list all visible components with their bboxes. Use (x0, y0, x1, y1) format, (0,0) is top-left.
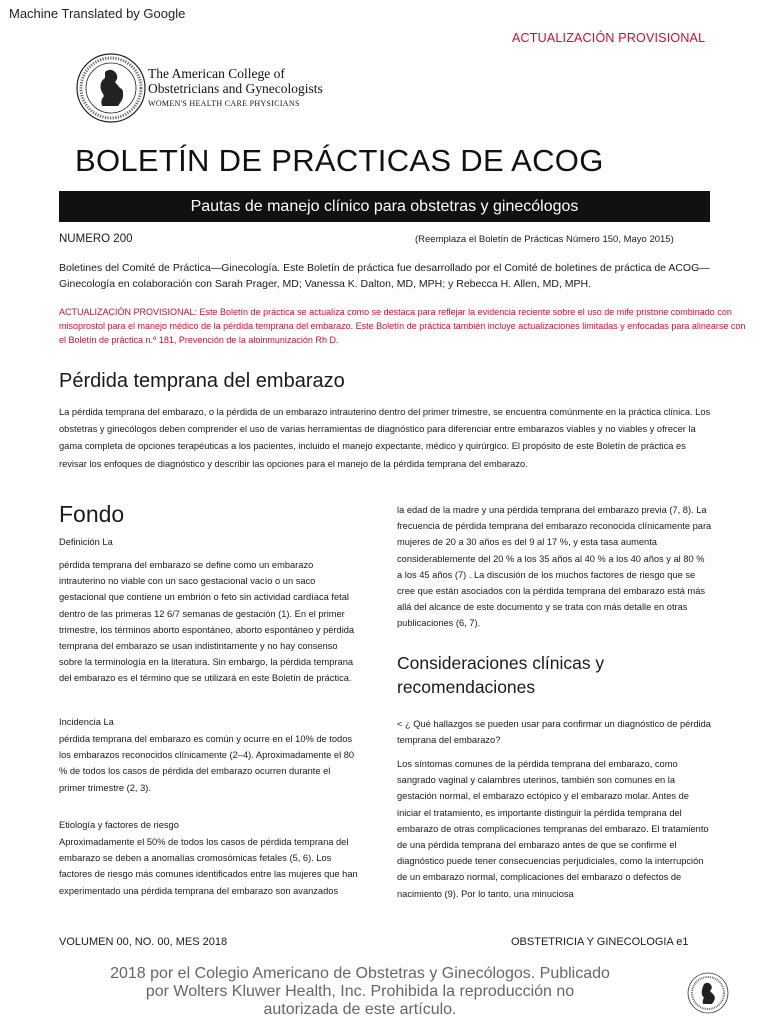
machine-translated-label: Machine Translated by Google (9, 6, 186, 21)
answer-paragraph: Los síntomas comunes de la pérdida temprana del embarazo, como sangrado vaginal y calambres uterinos, también son comunes en la gestación normal, el embarazo ectópico y el embarazo molar. Antes de iniciar el tratamiento, es importante distinguir la pérdida temprana del embarazo de otras complicaciones tempranas del embarazo. El tratamiento de una pérdida temprana del embarazo antes de que se confirme el diagnóstico puede tener consecuencias perjudiciales, como la interrupción de un embarazo normal, complicaciones del embarazo o defectos de nacimiento (9). Por lo tanto, una minuciosa (397, 759, 709, 899)
org-tagline: WOMEN'S HEALTH CARE PHYSICIANS (148, 99, 300, 108)
subtitle-bar-text: Pautas de manejo clínico para obstetras y ginecólogos (190, 197, 579, 215)
etiology-heading: Etiología y factores de riesgo (59, 820, 179, 830)
org-line-2: Obstetricians and Gynecologists (148, 81, 323, 96)
footer-volume: VOLUMEN 00, NO. 00, MES 2018 (59, 936, 228, 948)
bulletin-title: BOLETÍN DE PRÁCTICAS DE ACOG (75, 143, 604, 178)
committee-credits: Boletines del Comité de Práctica—Ginecología. Este Boletín de práctica fue desarrollado por el Comité de boletines de práctica de ACOG—Ginecología en colaboración con Sarah Prager, MD; Vanessa K. Dalton, MD, MPH; y Rebecca H. Allen, MD, MPH. (59, 262, 710, 290)
question-text: < ¿ Qué hallazgos se pueden usar para confirmar un diagnóstico de pérdida temprana del embarazo? (397, 719, 711, 746)
org-line-1: The American College of (148, 66, 285, 81)
replaces-note: (Reemplaza el Boletín de Prácticas Número 150, Mayo 2015) (415, 234, 674, 245)
article-heading: Pérdida temprana del embarazo (59, 370, 345, 392)
copyright-notice: 2018 por el Colegio Americano de Obstetras y Ginecólogos. Publicado por Wolters Kluwer Health, Inc. Prohibida la reproducción no autorizada de este artículo. (110, 965, 610, 1018)
section-heading-fondo: Fondo (59, 501, 125, 527)
intro-paragraph: La pérdida temprana del embarazo, o la pérdida de un embarazo intrauterino dentro del primer trimestre, se encuentra comúnmente en la práctica clínica. Los obstetras y ginecólogos deben comprender el uso de varias herramientas de diagnóstico para diferenciar entre embarazos viables y no viables y ofrecer la gama completa de opciones terapéuticas a los pacientes, incluido el manejo expectante, médico y quirúrgico. El propósito de este Boletín de práctica es revisar los enfoques de diagnóstico y describir las opciones para el manejo de la pérdida temprana del embarazo. (59, 407, 711, 469)
footer-journal: OBSTETRICIA Y GINECOLOGIA e1 (511, 936, 689, 948)
footer-seal-icon (687, 972, 729, 1014)
incidence-heading: Incidencia La (59, 717, 114, 727)
update-notice: ACTUALIZACIÓN PROVISIONAL: Este Boletín de práctica se actualiza como se destaca para reflejar la evidencia reciente sobre el uso de mife pristone combinado con misoprostol para el manejo médico de la pérdida temprana del embarazo. Este Boletín de práctica también incluye actualizaciones limitadas y enfocadas para alinearse con el Boletín de práctica n.º 181, Prevención de la aloinmunización Rh D. (59, 307, 746, 345)
incidence-paragraph: pérdida temprana del embarazo es común y ocurre en el 10% de todos los embarazos reconocidos clínicamente (2–4). Aproximadamente el 80 % de todos los casos de pérdida del embarazo ocurren durante el primer trimestre (2, 3). (59, 734, 355, 793)
risk-factors-paragraph: la edad de la madre y una pérdida temprana del embarazo previa (7, 8). La frecuencia de pérdida temprana del embarazo reconocida clínicamente para mujeres de 20 a 30 años es del 9 al 17 %, y esta tasa aumenta considerablemente del 20 % a los 35 años al 40 % a los 40 años y al 80 % a los 45 años (7) . La discusión de los muchos factores de riesgo que se cree que están asociados con la pérdida temprana del embarazo está más allá del alcance de este documento y se trata con más detalle en otras publicaciones (6, 7). (397, 505, 712, 629)
organization-name (148, 66, 323, 111)
etiology-paragraph: Aproximadamente el 50% de todos los casos de pérdida temprana del embarazo se deben a anomalías cromosómicas fetales (5, 6). Los factores de riesgo más comunes identificados entre las mujeres que han experimentado una pérdida temprana del embarazo son avanzados (59, 837, 358, 896)
acog-logo-seal (75, 52, 147, 124)
definition-paragraph: pérdida temprana del embarazo se define como un embarazo intrauterino no viable con un saco gestacional vacío o un saco gestacional que contiene un embrión o feto sin actividad cardíaca fetal dentro de las primeras 12 6/7 semanas de gestación (1). En el primer trimestre, los términos aborto espontáneo, aborto espontáneo y pérdida temprana del embarazo se usan indistintamente y no hay consenso sobre la terminología en la literatura. Sin embargo, la pérdida temprana del embarazo es el término que se utilizará en este Boletín de práctica. (59, 560, 355, 684)
considerations-heading: Consideraciones clínicas y recomendaciones (397, 653, 605, 697)
bulletin-number: NUMERO 200 (59, 233, 133, 245)
subtitle-bar (59, 191, 710, 222)
provisional-update-label: ACTUALIZACIÓN PROVISIONAL (512, 31, 706, 45)
definition-heading: Definición La (59, 537, 113, 547)
